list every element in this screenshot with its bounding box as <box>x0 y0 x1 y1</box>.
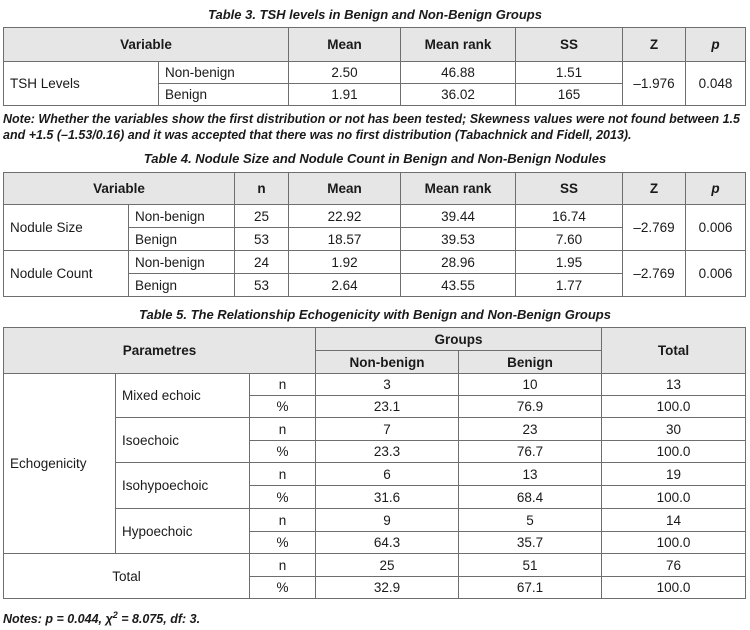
t3-group: Benign <box>159 84 289 106</box>
table-row <box>4 62 746 84</box>
t5-benign: 35.7 <box>459 532 602 554</box>
t5-benign: 23 <box>459 418 602 441</box>
t5-benign: 5 <box>459 509 602 532</box>
t3-mean-rank: 46.88 <box>401 62 516 84</box>
t4-z: –2.769 <box>623 251 686 297</box>
t3-group: Non-benign <box>159 62 289 84</box>
t5-total: 76 <box>602 554 746 577</box>
t5-non-benign: 64.3 <box>316 532 459 554</box>
table-row <box>4 418 746 441</box>
table3 <box>3 27 746 106</box>
t4-p: 0.006 <box>686 251 746 297</box>
t5-non-benign: 23.1 <box>316 396 459 418</box>
t3-variable: TSH Levels <box>4 62 159 106</box>
t5-benign: 10 <box>459 374 602 396</box>
table3-note: Note: Whether the variables show the first distribution or not has been tested; Skewness values were not found between 1.5 and +1.5 (–1.53/0.16) and it was accepted that there was no first distribution (Tabachnick and Fidell, 2013). <box>3 112 740 142</box>
t5-non-benign: 31.6 <box>316 486 459 509</box>
t5-benign: 76.9 <box>459 396 602 418</box>
table3-caption: Table 3. TSH levels in Benign and Non-Benign Groups <box>208 7 542 22</box>
t4-header-variable: Variable <box>4 173 235 205</box>
t5-benign: 76.7 <box>459 441 602 463</box>
t5-non-benign: 6 <box>316 463 459 486</box>
t5-total: 30 <box>602 418 746 441</box>
t4-ss: 16.74 <box>516 205 623 228</box>
t3-ss: 165 <box>516 84 623 106</box>
t4-mean: 2.64 <box>289 274 401 297</box>
t4-ss: 1.95 <box>516 251 623 274</box>
t3-header-ss: SS <box>516 28 623 62</box>
t5-category: Hypoechoic <box>116 509 250 554</box>
notes-stats-rest: = 8.075, df: 3. <box>117 612 201 627</box>
t5-total: 100.0 <box>602 532 746 554</box>
t5-non-benign: 25 <box>316 554 459 577</box>
t5-non-benign: 32.9 <box>316 577 459 599</box>
table4 <box>3 172 746 297</box>
t3-mean: 2.50 <box>289 62 401 84</box>
t5-non-benign: 23.3 <box>316 441 459 463</box>
t4-group: Non-benign <box>129 205 235 228</box>
table-row <box>4 509 746 532</box>
t3-mean-rank: 36.02 <box>401 84 516 106</box>
t4-header-ss: SS <box>516 173 623 205</box>
t5-total: 100.0 <box>602 441 746 463</box>
t4-ss: 7.60 <box>516 228 623 251</box>
t5-stat-label: n <box>250 509 316 532</box>
t4-group: Non-benign <box>129 251 235 274</box>
t4-mean-rank: 28.96 <box>401 251 516 274</box>
t5-total-label: Total <box>4 554 250 599</box>
t5-benign: 68.4 <box>459 486 602 509</box>
t5-stat-label: n <box>250 463 316 486</box>
notes-stats: p = 0.044, χ <box>45 612 113 627</box>
table5 <box>3 327 746 599</box>
t5-category: Mixed echoic <box>116 374 250 418</box>
t5-stat-label: n <box>250 418 316 441</box>
t4-n: 25 <box>235 205 289 228</box>
t5-total: 13 <box>602 374 746 396</box>
table-row <box>4 205 746 228</box>
t4-mean-rank: 39.53 <box>401 228 516 251</box>
t5-header-non-benign: Non-benign <box>316 351 459 374</box>
t5-benign: 67.1 <box>459 577 602 599</box>
table-row <box>4 374 746 396</box>
t4-p: 0.006 <box>686 205 746 251</box>
t4-header-n: n <box>235 173 289 205</box>
t5-total: 100.0 <box>602 396 746 418</box>
t4-group: Benign <box>129 228 235 251</box>
t5-header-total: Total <box>602 328 746 374</box>
t4-n: 53 <box>235 274 289 297</box>
t4-mean: 22.92 <box>289 205 401 228</box>
t5-total: 100.0 <box>602 486 746 509</box>
t5-category: Isoechoic <box>116 418 250 463</box>
table-row <box>4 554 746 577</box>
t3-header-z: Z <box>623 28 686 62</box>
t3-header-p: p <box>686 28 746 62</box>
t4-mean: 18.57 <box>289 228 401 251</box>
t4-n: 24 <box>235 251 289 274</box>
t5-stat-label: n <box>250 374 316 396</box>
t4-ss: 1.77 <box>516 274 623 297</box>
t3-header-mean-rank: Mean rank <box>401 28 516 62</box>
t5-stat-label: n <box>250 554 316 577</box>
table-row <box>4 463 746 486</box>
table5-caption: Table 5. The Relationship Echogenicity with Benign and Non-Benign Groups <box>139 307 611 322</box>
t5-parameter: Echogenicity <box>4 374 116 554</box>
t5-total: 100.0 <box>602 577 746 599</box>
t5-header-benign: Benign <box>459 351 602 374</box>
t4-z: –2.769 <box>623 205 686 251</box>
table-row <box>4 251 746 274</box>
t4-variable: Nodule Count <box>4 251 129 297</box>
t5-non-benign: 9 <box>316 509 459 532</box>
t5-stat-label: % <box>250 441 316 463</box>
t5-total: 14 <box>602 509 746 532</box>
t5-header-parametres: Parametres <box>4 328 316 374</box>
t4-n: 53 <box>235 228 289 251</box>
t4-header-mean-rank: Mean rank <box>401 173 516 205</box>
t4-mean: 1.92 <box>289 251 401 274</box>
t4-header-p: p <box>686 173 746 205</box>
t5-total: 19 <box>602 463 746 486</box>
t4-mean-rank: 39.44 <box>401 205 516 228</box>
t5-stat-label: % <box>250 396 316 418</box>
t4-header-z: Z <box>623 173 686 205</box>
t3-header-mean: Mean <box>289 28 401 62</box>
t5-non-benign: 3 <box>316 374 459 396</box>
t4-header-mean: Mean <box>289 173 401 205</box>
t5-stat-label: % <box>250 486 316 509</box>
t3-mean: 1.91 <box>289 84 401 106</box>
t3-header-variable: Variable <box>4 28 289 62</box>
t3-p: 0.048 <box>686 62 746 106</box>
t4-group: Benign <box>129 274 235 297</box>
t5-stat-label: % <box>250 577 316 599</box>
table4-caption: Table 4. Nodule Size and Nodule Count in Benign and Non-Benign Nodules <box>143 151 607 166</box>
notes-prefix: Notes: <box>3 612 46 627</box>
t5-benign: 51 <box>459 554 602 577</box>
t5-header-groups: Groups <box>316 328 602 351</box>
t5-benign: 13 <box>459 463 602 486</box>
t3-ss: 1.51 <box>516 62 623 84</box>
t5-category: Isohypoechoic <box>116 463 250 509</box>
table5-notes <box>3 607 747 627</box>
t5-non-benign: 7 <box>316 418 459 441</box>
t3-z: –1.976 <box>623 62 686 106</box>
notes-superscript: 2 <box>112 610 118 620</box>
t4-variable: Nodule Size <box>4 205 129 251</box>
t5-stat-label: % <box>250 532 316 554</box>
t4-mean-rank: 43.55 <box>401 274 516 297</box>
